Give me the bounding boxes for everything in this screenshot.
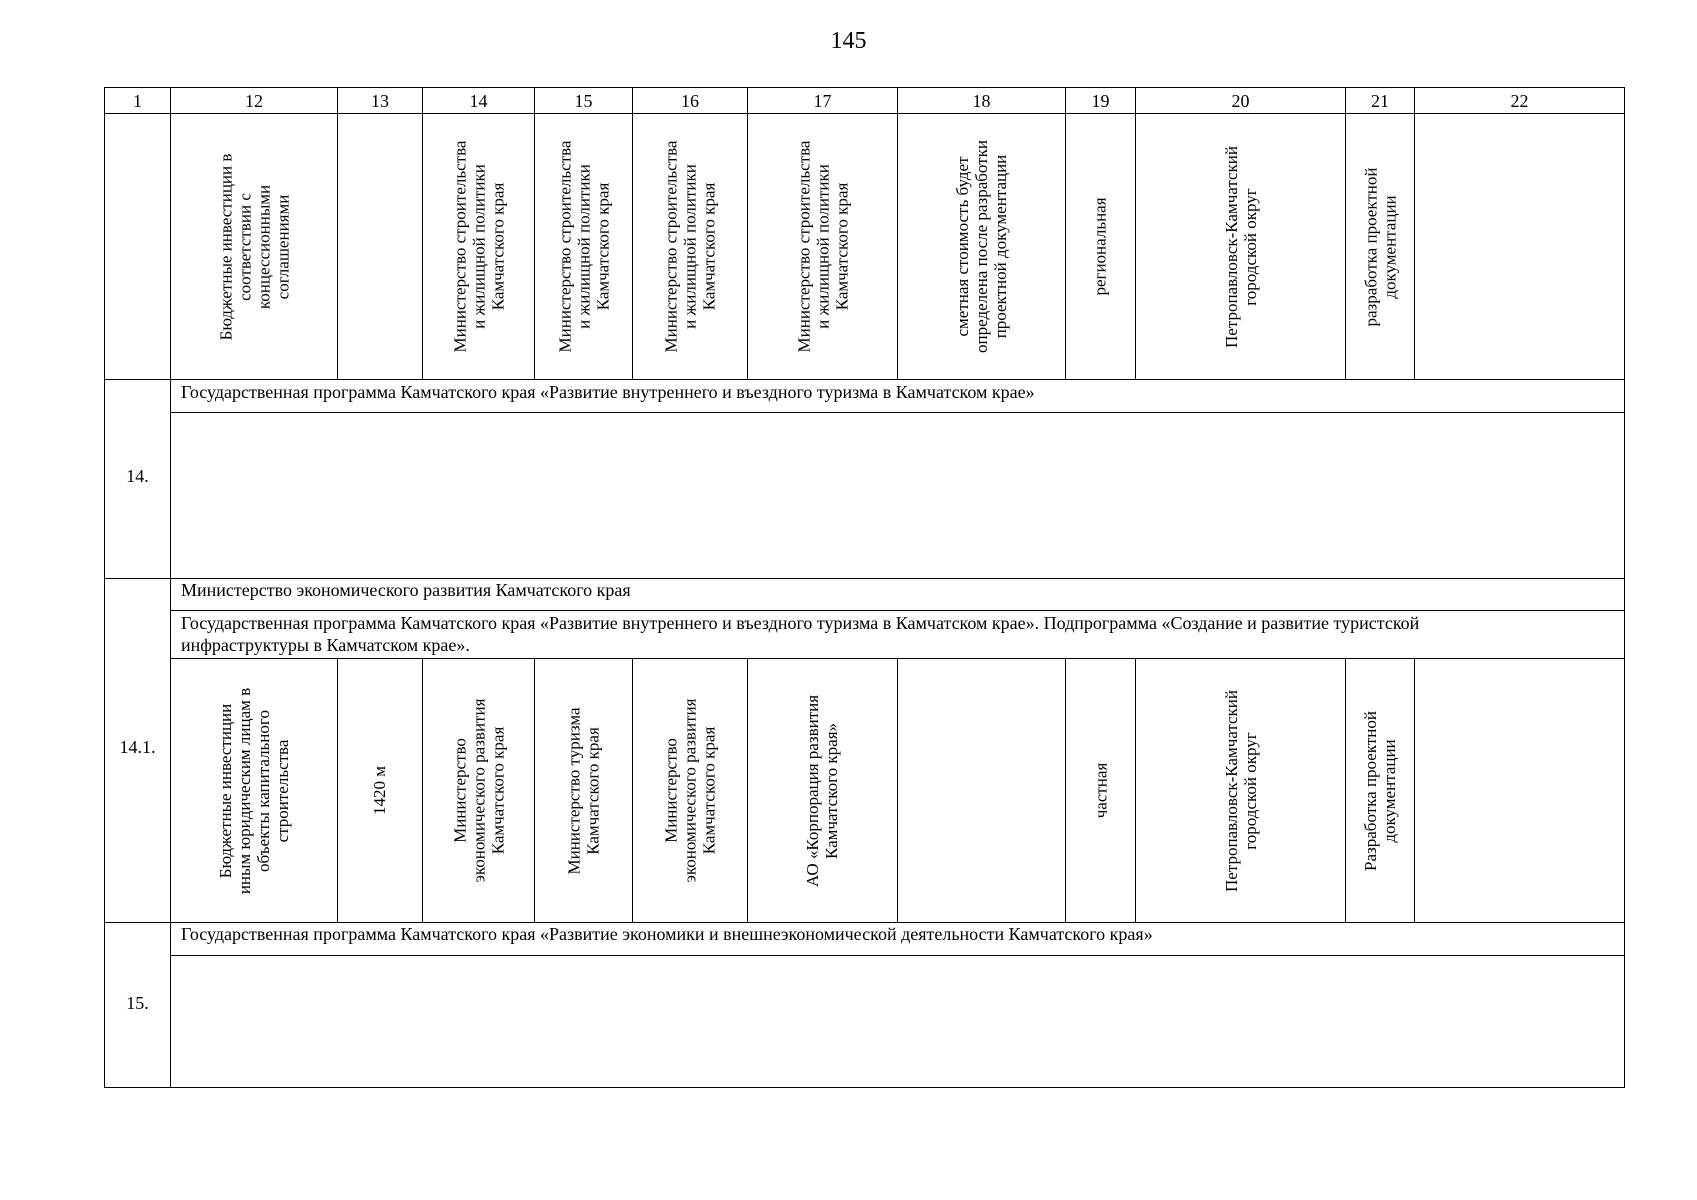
ministry-title: Министерство экономического развития Камчатского края — [181, 580, 631, 600]
cell-ministry: Министерство экономического развития Камчатского края — [661, 698, 719, 883]
cell-ministry: Министерство строительства и жилищной политики Камчатского края — [450, 140, 508, 353]
cell-developer: АО «Корпорация развития Камчатского края» — [803, 694, 842, 887]
cell-ministry: Министерство строительства и жилищной политики Камчатского края — [661, 140, 719, 353]
program-title-line1: Государственная программа Камчатского края «Развитие внутреннего и въездного туризма в Камчатском крае». Подпрограмма «Создание и развитие туристской — [181, 613, 1420, 633]
cell-ministry: Министерство строительства и жилищной политики Камчатского края — [794, 140, 852, 353]
cell-ownership: региональная — [1091, 197, 1111, 296]
row-divider — [170, 412, 1625, 413]
table-top-border — [104, 87, 1625, 88]
column-divider — [337, 87, 338, 379]
cell-stage: разработка проектной документации — [1361, 167, 1399, 326]
cell-funding-type: Бюджетные инвестиции иным юридическим лицам в объекты капитального строительства — [216, 687, 293, 894]
table-left-border — [104, 87, 105, 1088]
cell-cost-note: сметная стоимость будет определена после разработки проектной документации — [953, 140, 1010, 353]
cell-ministry: Министерство экономического развития Камчатского края — [450, 698, 507, 883]
program-title: Государственная программа Камчатского края «Развитие внутреннего и въездного туризма в Камчатском крае» — [181, 382, 1035, 402]
row-number: 14. — [126, 466, 149, 486]
cell-location: Петропавловск-Камчатский городской округ — [1221, 145, 1260, 348]
column-number: 15 — [574, 91, 593, 111]
table-right-border — [1624, 87, 1625, 1088]
program-title: Государственная программа Камчатского края «Развитие экономики и внешнеэкономической деятельности Камчатского края» — [181, 924, 1153, 944]
cell-ministry: Министерство строительства и жилищной политики Камчатского края — [555, 140, 613, 353]
program-title-line2: инфраструктуры в Камчатском крае». — [181, 635, 470, 655]
column-number: 13 — [371, 91, 389, 111]
column-number: 22 — [1510, 91, 1529, 111]
page-number: 145 — [830, 28, 867, 54]
column-divider — [897, 658, 898, 922]
cell-ministry: Министерство туризма Камчатского края — [564, 706, 603, 875]
column-divider — [1414, 658, 1415, 922]
column-number: 1 — [133, 91, 142, 111]
row-divider — [170, 610, 1625, 611]
column-number: 20 — [1231, 91, 1250, 111]
cell-stage: Разработка проектной документации — [1361, 710, 1399, 871]
table-bottom-border — [104, 1087, 1625, 1088]
row-number: 15. — [126, 993, 149, 1013]
column-divider — [1414, 87, 1415, 379]
column-number: 18 — [972, 91, 991, 111]
column-number: 14 — [469, 91, 488, 111]
column-number: 16 — [681, 91, 699, 111]
row-divider — [104, 379, 1625, 380]
column-number: 19 — [1091, 91, 1110, 111]
cell-capacity: 1420 м — [370, 765, 390, 816]
cell-ownership: частная — [1090, 762, 1110, 819]
row-number: 14.1. — [119, 737, 156, 757]
column-number: 21 — [1371, 91, 1389, 111]
cell-location: Петропавловск-Камчатский городской округ — [1221, 689, 1260, 892]
row-divider — [170, 955, 1625, 956]
column-number: 17 — [813, 91, 832, 111]
cell-funding-type: Бюджетные инвестиции в соответствии с концессионными соглашениями — [216, 153, 293, 340]
column-number: 12 — [245, 91, 263, 111]
